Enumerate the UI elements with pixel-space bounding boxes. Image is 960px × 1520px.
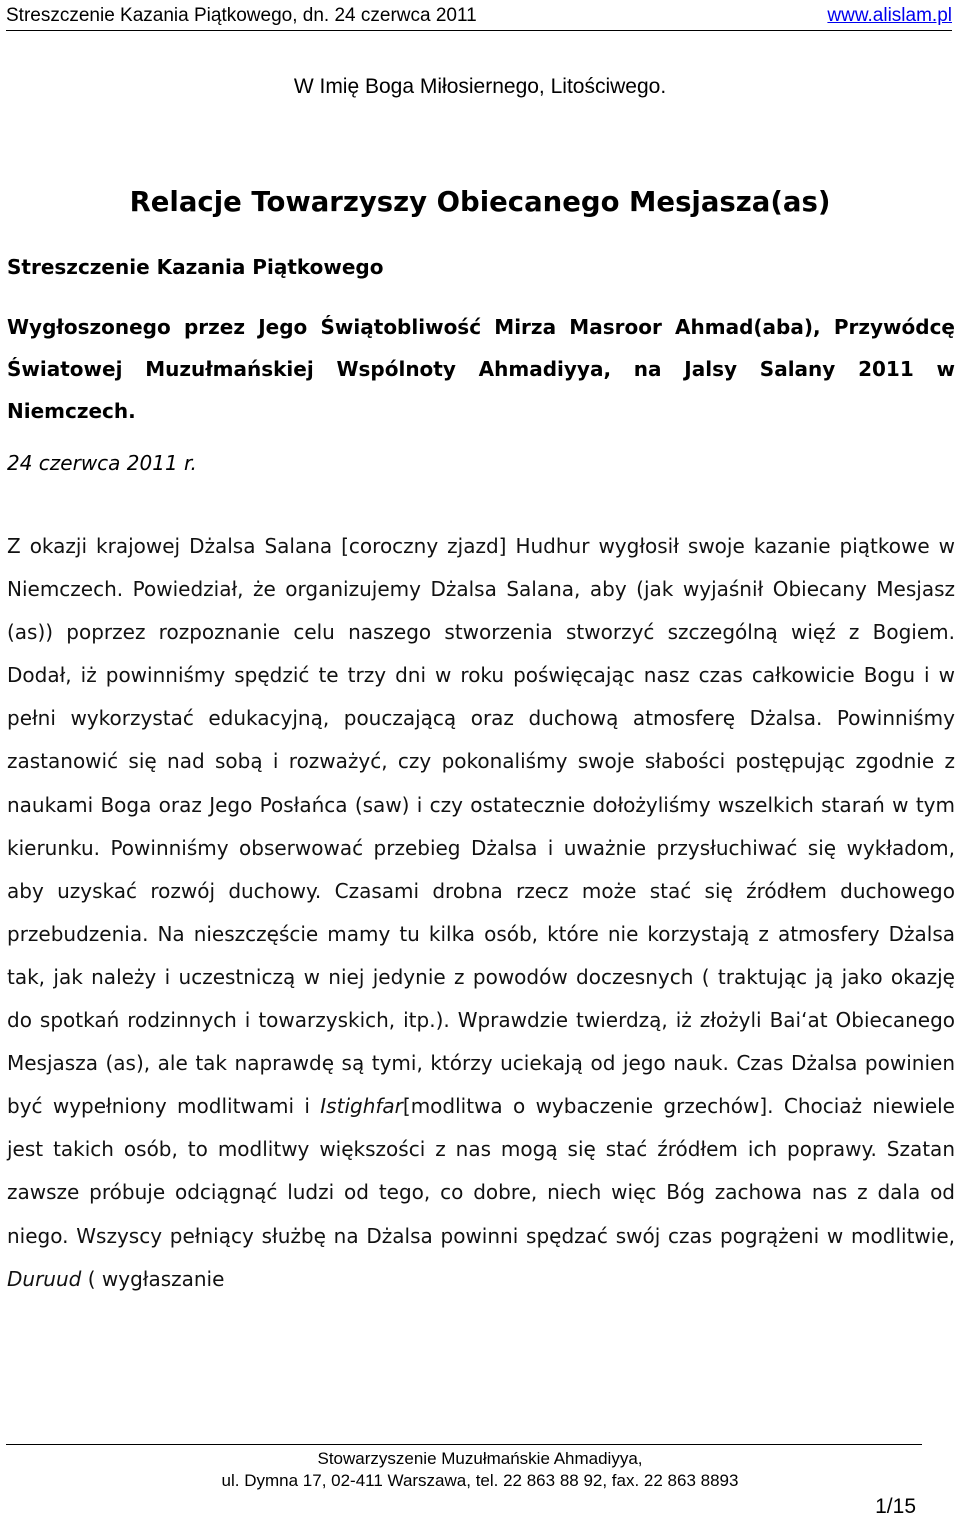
body-text-part: Z okazji krajowej Dżalsa Salana [coroczny zjazd] Hudhur wygłosił swoje kazanie piątkowe w Niemczech. Powiedział, że organizujemy Dżalsa Salana, aby (jak wyjaśnił Obiecany Mesjasz (as)) poprzez rozpoznanie celu naszego stworzenia stworzyć szczególną więź z Bogiem. Dodał, iż powinniśmy spędzić te trzy dni w roku poświęcając nasz czas całkowicie Bogu i w pełni wykorzystać edukacyjną, pouczającą oraz duchową atmosferę Dżalsa. Powinniśmy zastanowić się nad sobą i rozważyć, czy pokonaliśmy swoje słabości postępując zgodnie z naukami Boga oraz Jego Posłańca (saw) i czy ostatecznie dołożyliśmy wszelkich starań w tym kierunku. Powinniśmy obserwować przebieg Dżalsa i uważnie przysłuchiwać się wykładom, aby uzyskać rozwój duchowy. Czasami drobna rzecz może stać się źródłem duchowego przebudzenia. Na nieszczęście mamy tu kilka osób, które nie korzystają z atmosfery Dżalsa tak, jak należy i uczestniczą w niej jedynie z powodów doczesnych ( traktując ją jako okazję do spotkań rodzinnych i towarzyskich, itp.). Wprawdzie twierdzą, iż złożyli Bai‘at Obiecanego Mesjasza (as), ale tak naprawdę są tymi, którzy uciekają od jego nauk. Czas Dżalsa powinien być wypełniony modlitwami i [7,534,955,1119]
footer-divider [6,1444,922,1445]
italic-term-duruud: Duruud [7,1266,82,1291]
invocation: W Imię Boga Miłosiernego, Litościwego. [293,75,667,98]
header-website-link[interactable]: www.alislam.pl [827,5,952,26]
page-number: 1/15 [875,1495,916,1518]
footer-address: ul. Dymna 17, 02-411 Warszawa, tel. 22 863 88 92, fax. 22 863 8893 [221,1471,739,1490]
header-document-title: Streszczenie Kazania Piątkowego, dn. 24 czerwca 2011 [6,5,477,26]
body-paragraph [7,525,955,1301]
body-text-part: [modlitwa o wybaczenie grzechów]. Chociaż niewiele jest takich osób, to modlitwy większości z nas mogą się stać źródłem ich poprawy. Szatan zawsze próbuje odciągnąć ludzi od tego, co dobre, niech więc Bóg zachowa nas z dala od niego. Wszyscy pełniący służbę na Dżalsa powinni spędzać swój czas pogrążeni w modlitwie, [7,1094,955,1248]
running-header [6,4,952,30]
sermon-date: 24 czerwca 2011 r. [7,451,197,475]
footer-organization: Stowarzyszenie Muzułmańskie Ahmadiyya, [317,1449,643,1468]
document-title: Relacje Towarzyszy Obiecanego Mesjasza(as) [129,186,831,218]
byline: Wygłoszonego przez Jego Świątobliwość Mirza Masroor Ahmad(aba), Przywódcę Światowej Muzułmańskiej Wspólnoty Ahmadiyya, na Jalsy Salany 2011 w Niemczech. [7,315,955,423]
body-text-part: ( wygłaszanie [81,1266,225,1291]
italic-term-istighfar: Istighfar [320,1094,403,1119]
document-subtitle: Streszczenie Kazania Piątkowego [7,255,384,279]
footer [0,1448,960,1492]
header-divider [6,30,952,31]
